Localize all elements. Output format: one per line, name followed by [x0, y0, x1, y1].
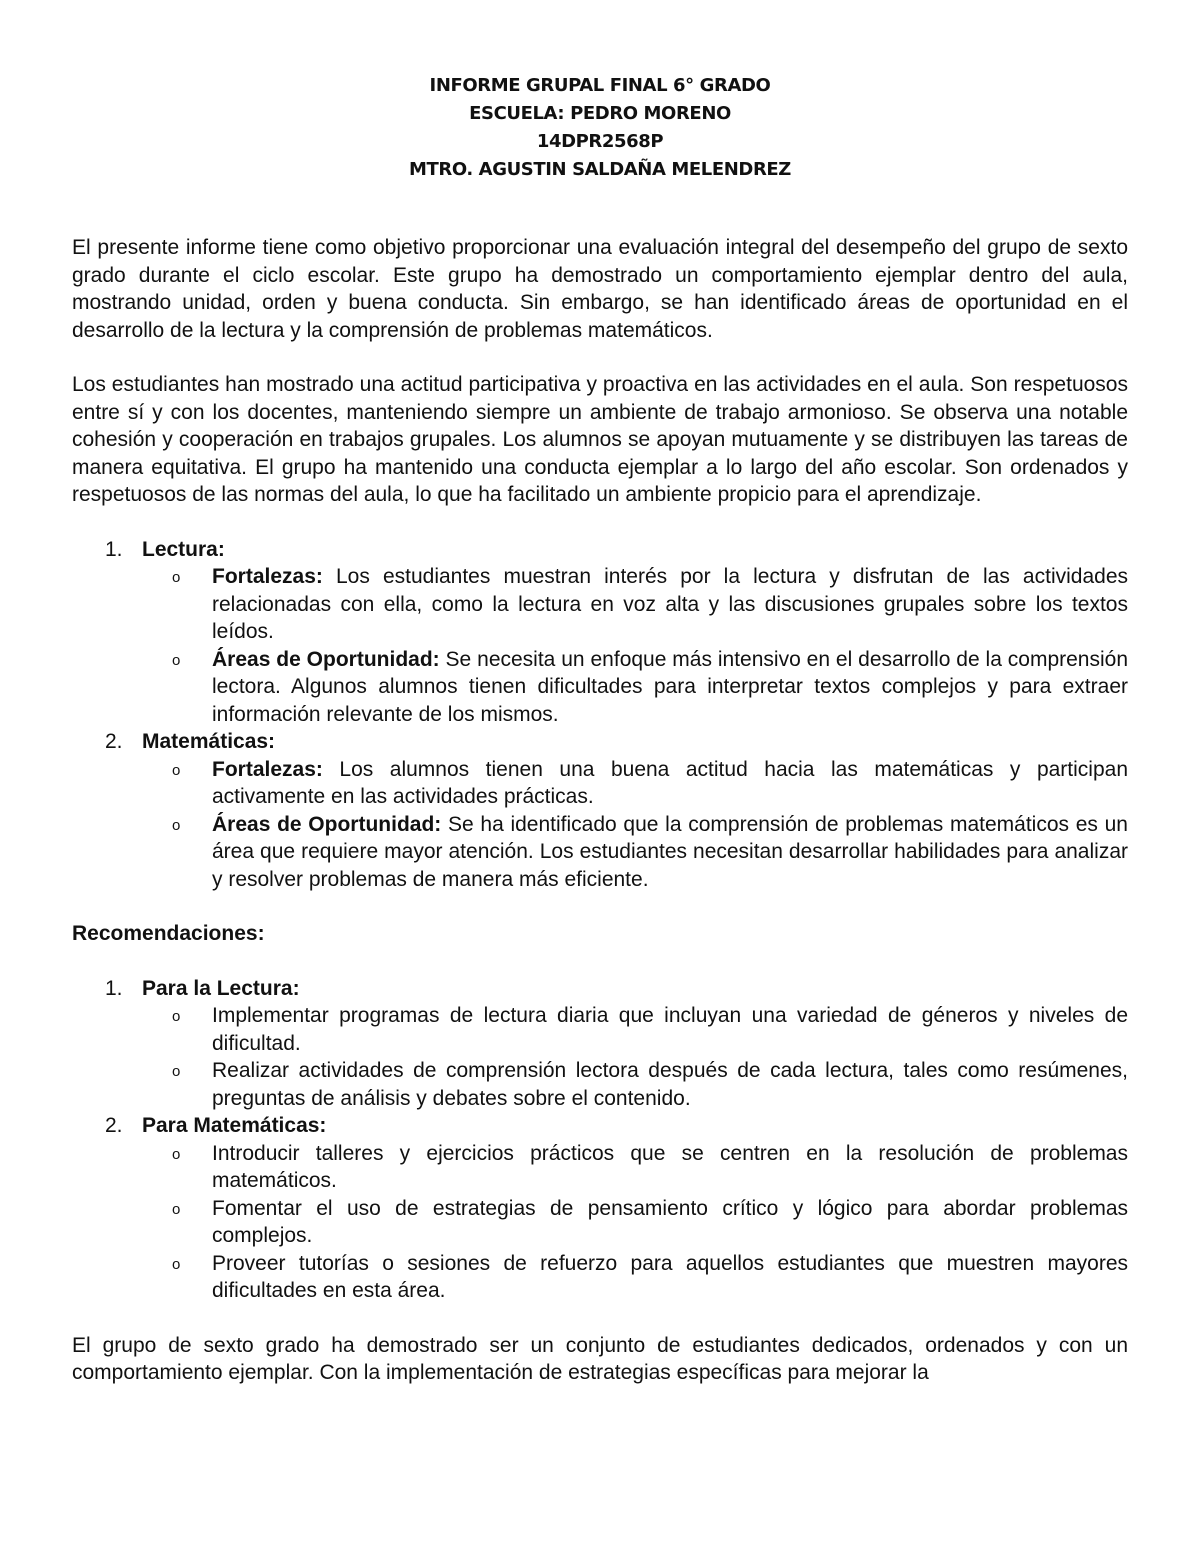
- item-text: Los estudiantes muestran interés por la lectura y disfrutan de las actividades relacionadas con ella, como la lectura en voz alta y las discusiones grupales sobre los textos leídos.: [212, 565, 1128, 643]
- list-number: 2.: [105, 1114, 123, 1137]
- closing-paragraph: El grupo de sexto grado ha demostrado ser un conjunto de estudiantes dedicados, ordenados y con un comportamiento ejemplar. Con la implementación de estrategias específicas para mejorar la: [72, 1333, 1128, 1384]
- bullet-icon: o: [172, 1255, 181, 1273]
- section-title: Lectura:: [142, 537, 225, 561]
- bullet-icon: o: [172, 1200, 181, 1218]
- report-title: INFORME GRUPAL FINAL 6° GRADO: [429, 75, 771, 96]
- evaluation-list: [72, 536, 1128, 894]
- list-item: [142, 1140, 1128, 1195]
- recommendations-heading: Recomendaciones:: [72, 922, 265, 945]
- bullet-icon: o: [172, 1063, 181, 1080]
- list-number: 2.: [105, 730, 123, 753]
- intro-paragraph: El presente informe tiene como objetivo proporcionar una evaluación integral del desempeño del grupo de sexto grado durante el ciclo escolar. Este grupo ha demostrado un comportamiento ejemplar dentro del aula, mostrando unidad, orden y buena conducta. Sin embargo, se han identificado áreas de oportunidad en el desarrollo de la lectura y la comprensión de problemas matemáticos.: [72, 236, 1128, 342]
- item-text: Proveer tutorías o sesiones de refuerzo para aquellos estudiantes que muestren mayores dificultades en esta área.: [212, 1251, 1128, 1302]
- list-number: 1.: [105, 537, 123, 561]
- evaluation-item-math: [72, 728, 1128, 893]
- bullet-icon: o: [172, 569, 181, 586]
- bullet-icon: o: [172, 761, 181, 779]
- item-text: Se ha identificado que la comprensión de problemas matemáticos es un área que requiere mayor atención. Los estudiantes necesitan desarrollar habilidades para analizar y resolver problemas de manera más eficiente.: [212, 812, 1128, 891]
- item-text: Introducir talleres y ejercicios prácticos que se centren en la resolución de problemas matemáticos.: [212, 1141, 1128, 1192]
- item-label: Fortalezas:: [212, 565, 323, 588]
- list-item: [142, 1195, 1128, 1250]
- bullet-icon: o: [172, 651, 181, 669]
- document-header: [72, 72, 1128, 184]
- document-page: [72, 72, 1128, 1387]
- teacher-name: MTRO. AGUSTIN SALDAÑA MELENDREZ: [409, 159, 791, 180]
- item-text: Fomentar el uso de estrategias de pensamiento crítico y lógico para abordar problemas complejos.: [212, 1196, 1128, 1247]
- item-label: Áreas de Oportunidad:: [212, 647, 440, 671]
- list-item: [142, 811, 1128, 894]
- item-text: Se necesita un enfoque más intensivo en el desarrollo de la comprensión lectora. Algunos alumnos tienen dificultades para interpretar textos complejos y para extraer información relevante de los mismos.: [212, 647, 1128, 726]
- list-item: [142, 1250, 1128, 1305]
- list-number: 1.: [105, 976, 123, 1000]
- bullet-icon: o: [172, 1145, 181, 1163]
- list-item: [142, 1057, 1128, 1112]
- item-text: Los alumnos tienen una buena actitud hacia las matemáticas y participan activamente en las actividades prácticas.: [212, 757, 1128, 808]
- recommendation-math: [72, 1112, 1128, 1305]
- school-code: 14DPR2568P: [536, 131, 664, 152]
- section-title: Para Matemáticas:: [142, 1114, 327, 1137]
- bullet-icon: o: [172, 1008, 181, 1025]
- list-item: [142, 756, 1128, 811]
- section-title: Para la Lectura:: [142, 976, 300, 1000]
- behavior-paragraph: Los estudiantes han mostrado una actitud participativa y proactiva en las actividades en el aula. Son respetuosos entre sí y con los docentes, manteniendo siempre un ambiente de trabajo armonioso. Se observa una notable cohesión y cooperación en trabajos grupales. Los alumnos se apoyan mutuamente y se distribuyen las tareas de manera equitativa. El grupo ha mantenido una conducta ejemplar a lo largo del año escolar. Son ordenados y respetuosos de las normas del aula, lo que ha facilitado un ambiente propicio para el aprendizaje.: [72, 373, 1128, 506]
- section-title: Matemáticas:: [142, 730, 276, 753]
- item-text: Implementar programas de lectura diaria que incluyan una variedad de géneros y niveles de dificultad.: [212, 1004, 1128, 1055]
- item-label: Áreas de Oportunidad:: [212, 812, 442, 836]
- evaluation-item-reading: [72, 536, 1128, 729]
- recommendation-reading: [72, 975, 1128, 1113]
- list-item: [142, 1002, 1128, 1057]
- item-label: Fortalezas:: [212, 757, 323, 781]
- recommendations-list: [72, 975, 1128, 1305]
- list-item: [142, 646, 1128, 729]
- item-text: Realizar actividades de comprensión lectora después de cada lectura, tales como resúmenes, preguntas de análisis y debates sobre el contenido.: [212, 1059, 1128, 1110]
- list-item: [142, 563, 1128, 646]
- bullet-icon: o: [172, 816, 181, 834]
- school-name: ESCUELA: PEDRO MORENO: [469, 103, 731, 124]
